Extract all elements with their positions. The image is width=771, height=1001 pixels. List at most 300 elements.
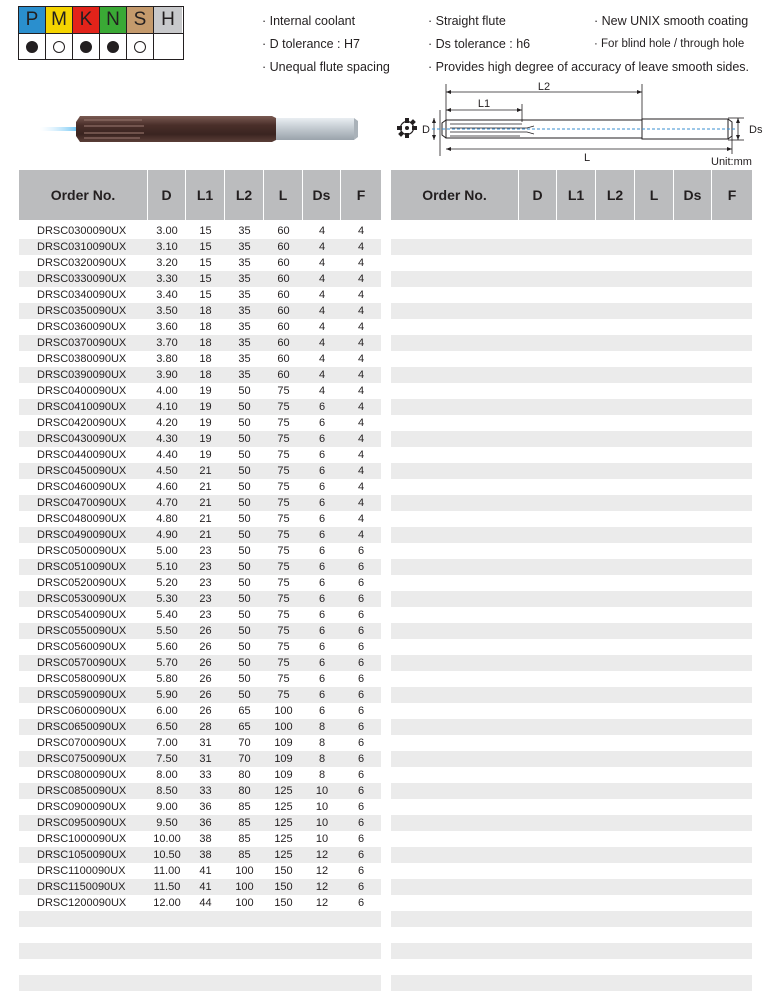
table-row	[19, 543, 381, 559]
cell-f: 6	[357, 625, 365, 637]
cell-order-no: DRSC0750090UX	[37, 753, 127, 765]
cell-order-no: DRSC0470090UX	[37, 497, 127, 509]
cell-l2: 50	[238, 689, 251, 701]
table-row	[19, 303, 381, 319]
cell-d: 3.60	[156, 321, 178, 333]
cell-f: 6	[357, 561, 365, 573]
cell-ds	[303, 975, 341, 991]
table-row	[19, 863, 381, 879]
column-header-f: F	[727, 187, 737, 203]
cell-l: 75	[277, 577, 290, 589]
cell-l: 75	[277, 673, 290, 685]
cell-l1: 19	[199, 401, 212, 413]
cell-order-no: DRSC1100090UX	[37, 865, 126, 877]
cell-d: 3.90	[156, 369, 178, 381]
table-row	[391, 863, 752, 879]
cell-ds: 6	[318, 545, 326, 557]
cell-l: 60	[277, 369, 290, 381]
cell-l1: 23	[199, 545, 212, 557]
cell-l1: 18	[199, 353, 212, 365]
cell-ds: 8	[318, 753, 326, 765]
cell-d: 11.50	[153, 881, 181, 893]
table-row	[391, 815, 752, 831]
cell-f	[341, 927, 381, 943]
cell-ds: 6	[318, 641, 326, 653]
table-row	[19, 335, 381, 351]
cell-ds: 6	[318, 577, 326, 589]
cell-f: 6	[357, 657, 365, 669]
cell-f: 4	[357, 449, 365, 461]
cell-f: 4	[357, 289, 365, 301]
cell-ds: 12	[315, 897, 329, 909]
cell-order-no: DRSC0320090UX	[37, 257, 127, 269]
cell-d: 7.00	[156, 737, 178, 749]
cell-l2: 35	[238, 337, 251, 349]
cell-f: 6	[357, 881, 365, 893]
cell-l: 75	[277, 497, 290, 509]
cell-f: 4	[357, 529, 365, 541]
cell-l1: 26	[199, 657, 212, 669]
cell-l1: 18	[199, 337, 212, 349]
cell-d: 12.00	[153, 897, 181, 909]
coolant-jet	[40, 127, 80, 131]
cell-f: 4	[357, 385, 365, 397]
cell-f: 4	[357, 513, 365, 525]
cell-order-no: DRSC0590090UX	[37, 689, 127, 701]
table-row	[391, 479, 752, 495]
column-header-f: F	[356, 187, 366, 203]
label-l2: L2	[537, 81, 551, 93]
cell-ds: 6	[318, 449, 326, 461]
cell-l	[264, 943, 303, 959]
material-h-suitability	[154, 34, 182, 60]
column-header-l: L	[635, 170, 674, 220]
table-row	[19, 959, 381, 975]
cell-f: 4	[357, 305, 365, 317]
table-row	[391, 223, 752, 239]
cell-f: 6	[357, 705, 365, 717]
cell-l2: 35	[238, 289, 251, 301]
cell-d: 4.70	[156, 497, 178, 509]
cell-order-no: DRSC0310090UX	[37, 241, 127, 253]
cell-f: 6	[357, 769, 365, 781]
label-d: D	[422, 124, 430, 136]
cell-l1: 21	[199, 513, 212, 525]
cell-f: 6	[357, 897, 365, 909]
cell-f: 4	[357, 353, 365, 365]
unit-label: Unit:mm	[711, 156, 752, 168]
cell-f: 4	[357, 497, 365, 509]
cell-order-no	[19, 927, 148, 943]
column-header-order-no: Order No.	[391, 170, 519, 220]
cell-l2: 35	[238, 305, 251, 317]
cell-l1: 19	[199, 449, 212, 461]
cell-ds: 4	[318, 241, 326, 253]
cell-order-no: DRSC0400090UX	[37, 385, 127, 397]
cell-ds: 4	[318, 257, 326, 269]
cell-order-no: DRSC0380090UX	[37, 353, 127, 365]
cell-f: 6	[357, 593, 365, 605]
cell-f	[341, 911, 381, 927]
cell-f: 6	[357, 545, 365, 557]
cell-ds	[303, 943, 341, 959]
cell-l: 125	[274, 817, 293, 829]
table-row	[391, 271, 752, 287]
cell-l1: 26	[199, 705, 212, 717]
table-row	[19, 639, 381, 655]
cell-l2: 50	[238, 449, 251, 461]
table-row	[19, 319, 381, 335]
table-row	[391, 367, 752, 383]
cell-order-no	[19, 975, 148, 991]
cell-d: 5.80	[156, 673, 178, 685]
table-row	[391, 591, 752, 607]
cell-d: 3.50	[156, 305, 178, 317]
cell-l1: 38	[199, 849, 212, 861]
cell-d: 4.60	[156, 481, 178, 493]
cell-l1: 21	[199, 529, 212, 541]
cell-l2: 50	[238, 385, 251, 397]
cell-d: 7.50	[156, 753, 178, 765]
table-row	[19, 895, 381, 911]
table-header-right	[391, 170, 752, 220]
cell-f: 4	[357, 225, 365, 237]
cell-l: 150	[274, 881, 293, 893]
cell-l: 60	[277, 353, 290, 365]
material-letter-row	[19, 7, 183, 33]
cell-l1: 19	[199, 417, 212, 429]
cell-order-no: DRSC0550090UX	[37, 625, 127, 637]
cell-l2: 50	[238, 417, 251, 429]
cell-l: 75	[277, 641, 290, 653]
cell-ds: 6	[318, 529, 326, 541]
label-l: L	[583, 152, 591, 164]
cell-f: 6	[357, 689, 365, 701]
cell-d: 4.90	[156, 529, 178, 541]
cell-f: 4	[357, 241, 365, 253]
cell-order-no: DRSC0580090UX	[37, 673, 127, 685]
cell-f: 6	[357, 609, 365, 621]
cell-l1	[186, 975, 225, 991]
cell-l: 125	[274, 785, 293, 797]
cell-f	[341, 959, 381, 975]
cell-l: 75	[277, 657, 290, 669]
cell-d: 8.50	[156, 785, 178, 797]
table-row	[19, 719, 381, 735]
cell-l1: 33	[199, 785, 212, 797]
table-row	[19, 447, 381, 463]
cell-ds: 8	[318, 737, 326, 749]
table-row	[19, 911, 381, 927]
cell-f: 6	[357, 753, 365, 765]
cell-l1: 44	[199, 897, 212, 909]
cell-ds: 6	[318, 481, 326, 493]
cell-d: 4.40	[156, 449, 178, 461]
cell-l2: 85	[238, 801, 251, 813]
feature-straight-flute: · Straight flute	[428, 14, 506, 28]
cell-l: 125	[274, 833, 293, 845]
open-circle-icon	[134, 41, 146, 53]
table-row	[391, 415, 752, 431]
cell-ds: 6	[318, 673, 326, 685]
cell-d: 4.50	[156, 465, 178, 477]
table-row	[391, 287, 752, 303]
cell-l2: 50	[238, 433, 251, 445]
feature-unix-coating: · New UNIX smooth coating	[594, 14, 749, 28]
table-body-right	[391, 223, 752, 991]
cell-l: 75	[277, 401, 290, 413]
cell-l2: 35	[238, 241, 251, 253]
table-row	[19, 383, 381, 399]
cell-order-no: DRSC0420090UX	[37, 417, 127, 429]
cell-ds: 6	[318, 657, 326, 669]
table-row	[19, 431, 381, 447]
table-row	[391, 447, 752, 463]
cell-d: 11.00	[153, 865, 181, 877]
cell-order-no: DRSC0650090UX	[37, 721, 127, 733]
cell-ds: 12	[315, 881, 329, 893]
column-header-d: D	[148, 170, 186, 220]
cell-order-no: DRSC0370090UX	[37, 337, 127, 349]
cell-l2: 80	[238, 769, 251, 781]
feature-blind-hole: · For blind hole / through hole	[594, 38, 745, 50]
material-m-suitability	[46, 34, 73, 60]
column-header-d: D	[519, 170, 557, 220]
cell-l: 100	[274, 721, 293, 733]
table-row	[391, 959, 752, 975]
cell-l: 75	[277, 433, 290, 445]
cell-l: 60	[277, 321, 290, 333]
cell-f	[341, 943, 381, 959]
cell-l: 75	[277, 561, 290, 573]
cell-l1: 18	[199, 369, 212, 381]
cell-l1: 26	[199, 673, 212, 685]
table-row	[391, 607, 752, 623]
table-row	[391, 703, 752, 719]
table-row	[391, 719, 752, 735]
cell-d	[148, 911, 186, 927]
cell-ds: 6	[318, 625, 326, 637]
table-row	[391, 383, 752, 399]
cell-ds: 8	[318, 769, 326, 781]
cell-l2: 85	[238, 817, 251, 829]
cell-order-no: DRSC0800090UX	[37, 769, 127, 781]
cell-f: 4	[357, 369, 365, 381]
cell-l2: 50	[238, 673, 251, 685]
cell-f: 6	[357, 801, 365, 813]
cell-l1: 23	[199, 593, 212, 605]
table-row	[19, 511, 381, 527]
cell-d: 3.70	[156, 337, 178, 349]
cell-l1: 38	[199, 833, 212, 845]
cell-d: 5.10	[156, 561, 178, 573]
cell-l: 75	[277, 465, 290, 477]
cell-l1: 31	[199, 737, 212, 749]
cell-f: 4	[357, 273, 365, 285]
cell-ds: 4	[318, 321, 326, 333]
cell-ds: 6	[318, 401, 326, 413]
table-row	[391, 399, 752, 415]
cell-l: 75	[277, 449, 290, 461]
cell-l: 75	[277, 417, 290, 429]
cell-l2: 50	[238, 481, 251, 493]
table-row	[19, 671, 381, 687]
cell-f: 4	[357, 417, 365, 429]
table-row	[19, 847, 381, 863]
column-header-l: L	[264, 170, 303, 220]
cell-l: 75	[277, 625, 290, 637]
cell-l: 75	[277, 529, 290, 541]
cell-ds: 10	[315, 817, 329, 829]
table-row	[19, 751, 381, 767]
cell-f: 6	[357, 721, 365, 733]
table-row	[19, 559, 381, 575]
cell-ds: 4	[318, 385, 326, 397]
cell-l2: 50	[238, 561, 251, 573]
cell-l: 109	[274, 753, 293, 765]
cell-order-no: DRSC0440090UX	[37, 449, 127, 461]
cell-order-no: DRSC0950090UX	[37, 817, 127, 829]
cell-d: 3.10	[156, 241, 178, 253]
cell-ds: 6	[318, 513, 326, 525]
cell-l2: 35	[238, 225, 251, 237]
cell-l1: 36	[199, 801, 212, 813]
cell-d	[148, 959, 186, 975]
cell-ds: 4	[318, 305, 326, 317]
cell-ds: 6	[318, 705, 326, 717]
label-l1: L1	[477, 98, 491, 110]
table-body-left	[19, 223, 381, 991]
cell-order-no: DRSC0700090UX	[37, 737, 127, 749]
cell-ds: 6	[318, 561, 326, 573]
table-row	[19, 367, 381, 383]
cell-l: 60	[277, 241, 290, 253]
cell-l2	[225, 927, 264, 943]
cell-ds: 10	[315, 833, 329, 845]
cell-l2	[225, 943, 264, 959]
cell-l: 75	[277, 513, 290, 525]
feature-d-tolerance: · D tolerance : H7	[262, 37, 360, 51]
cell-l	[264, 927, 303, 943]
cell-l	[264, 959, 303, 975]
cell-l: 75	[277, 545, 290, 557]
material-p-cell: P	[19, 7, 46, 33]
cell-l2: 80	[238, 785, 251, 797]
cell-l2: 100	[235, 897, 254, 909]
table-row	[391, 431, 752, 447]
table-row	[19, 815, 381, 831]
cell-d: 4.10	[156, 401, 178, 413]
cell-l: 75	[277, 481, 290, 493]
cell-order-no: DRSC0430090UX	[37, 433, 127, 445]
cell-order-no: DRSC0390090UX	[37, 369, 127, 381]
cell-l2: 35	[238, 273, 251, 285]
cell-l1: 36	[199, 817, 212, 829]
table-row	[19, 943, 381, 959]
table-row	[391, 303, 752, 319]
cell-d: 10.50	[153, 849, 181, 861]
cell-l: 109	[274, 769, 293, 781]
table-row	[391, 639, 752, 655]
material-suitability-row	[19, 33, 183, 60]
cell-ds: 4	[318, 225, 326, 237]
column-header-l2: L2	[225, 170, 264, 220]
cell-ds	[303, 911, 341, 927]
cell-l1: 23	[199, 561, 212, 573]
cell-d: 5.30	[156, 593, 178, 605]
cell-ds: 4	[318, 353, 326, 365]
cell-l1: 28	[199, 721, 212, 733]
cell-d	[148, 943, 186, 959]
cell-order-no: DRSC0850090UX	[37, 785, 127, 797]
table-row	[19, 879, 381, 895]
table-row	[391, 831, 752, 847]
reamer-shank	[276, 118, 354, 140]
table-row	[391, 495, 752, 511]
table-row	[391, 239, 752, 255]
cell-d: 4.30	[156, 433, 178, 445]
cell-l1: 23	[199, 609, 212, 621]
cell-ds: 8	[318, 721, 326, 733]
cell-d: 5.70	[156, 657, 178, 669]
table-row	[391, 767, 752, 783]
table-row	[391, 735, 752, 751]
cell-l2: 50	[238, 465, 251, 477]
cell-l1	[186, 927, 225, 943]
cell-d: 5.20	[156, 577, 178, 589]
cell-d: 8.00	[156, 769, 178, 781]
cell-l2: 35	[238, 353, 251, 365]
cell-d: 3.80	[156, 353, 178, 365]
cell-l2: 50	[238, 641, 251, 653]
cell-d: 3.40	[156, 289, 178, 301]
table-row	[391, 319, 752, 335]
table-row	[19, 255, 381, 271]
cell-l2	[225, 959, 264, 975]
cell-ds: 6	[318, 417, 326, 429]
material-n-cell: N	[100, 7, 127, 33]
cell-l: 150	[274, 897, 293, 909]
cell-order-no: DRSC0330090UX	[37, 273, 127, 285]
cell-order-no: DRSC0360090UX	[37, 321, 127, 333]
cell-l1	[186, 943, 225, 959]
cell-order-no: DRSC1150090UX	[37, 881, 126, 893]
end-view-icon	[397, 118, 417, 138]
table-row	[19, 607, 381, 623]
table-row	[391, 671, 752, 687]
cell-l1: 18	[199, 305, 212, 317]
cell-l1: 15	[199, 241, 212, 253]
cell-order-no: DRSC0540090UX	[37, 609, 127, 621]
table-row	[19, 415, 381, 431]
cell-l2: 85	[238, 849, 251, 861]
table-row	[19, 655, 381, 671]
reamer-photo	[40, 108, 360, 152]
cell-l: 150	[274, 865, 293, 877]
cell-l1: 33	[199, 769, 212, 781]
cell-ds	[303, 927, 341, 943]
cell-order-no	[19, 911, 148, 927]
table-row	[391, 799, 752, 815]
cell-order-no: DRSC0340090UX	[37, 289, 127, 301]
cell-f: 6	[357, 577, 365, 589]
cell-ds: 6	[318, 593, 326, 605]
feature-internal-coolant: · Internal coolant	[262, 14, 356, 28]
open-circle-icon	[53, 41, 65, 53]
cell-l2: 100	[235, 881, 254, 893]
cell-f: 6	[357, 785, 365, 797]
cell-l2: 35	[238, 321, 251, 333]
